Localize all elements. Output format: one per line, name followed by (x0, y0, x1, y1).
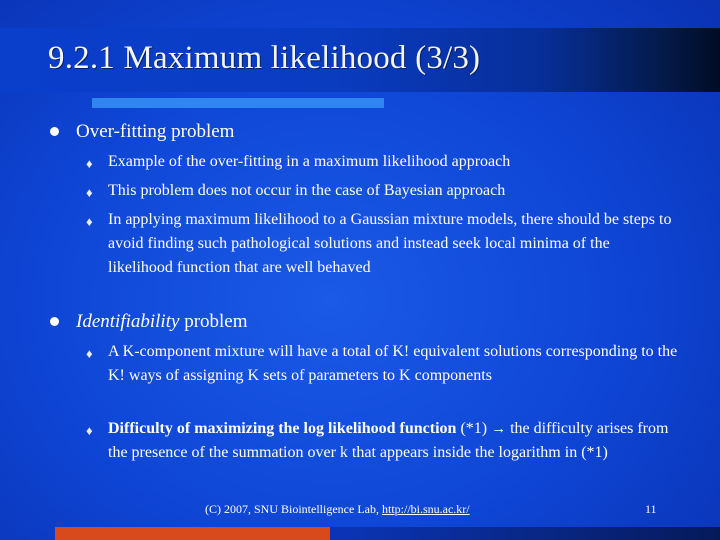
diamond-bullet-icon: ♦ (86, 156, 93, 171)
slide-title: 9.2.1 Maximum likelihood (3/3) (48, 40, 481, 76)
page-number: 11 (645, 502, 657, 516)
list-item-rest: the difficulty arises from the presence of the summation over k that appears inside the logarithm in (*1) (108, 420, 669, 461)
bottom-dark-bar (330, 527, 720, 540)
diamond-bullet-icon: ♦ (86, 423, 93, 438)
section-heading-text: Over-fitting problem (76, 121, 235, 142)
heading-italic: Identifiability (76, 311, 180, 332)
round-bullet-icon (50, 317, 59, 326)
footer-credit (205, 502, 470, 517)
right-arrow-icon: → (491, 421, 507, 437)
copyright-text: (C) 2007, SNU Biointelligence Lab, (205, 502, 382, 516)
list-item-text (108, 417, 678, 465)
equation-ref: (*1) (456, 420, 492, 437)
bold-phrase: Difficulty of maximizing the log likelihood function (108, 420, 457, 437)
list-item-text: Example of the over-fitting in a maximum likelihood approach (108, 153, 511, 170)
list-item-text: In applying maximum likelihood to a Gaussian mixture models, there should be steps to avoid finding such pathological solutions and instead seek local minima of the likelihood function that are well behaved (108, 211, 672, 276)
diamond-bullet-icon: ♦ (86, 185, 93, 200)
round-bullet-icon (50, 127, 59, 136)
diamond-bullet-icon: ♦ (86, 346, 93, 361)
lab-website-link[interactable]: http://bi.snu.ac.kr/ (381, 502, 470, 516)
diamond-bullet-icon: ♦ (86, 214, 93, 229)
list-item-text: This problem does not occur in the case of Bayesian approach (108, 182, 506, 199)
bottom-accent-bar (55, 527, 330, 540)
list-item-text: A K-component mixture will have a total of K! equivalent solutions corresponding to the K! ways of assigning K sets of parameters to K components (108, 343, 678, 384)
section-heading-text (76, 311, 248, 333)
heading-rest: problem (179, 311, 248, 332)
